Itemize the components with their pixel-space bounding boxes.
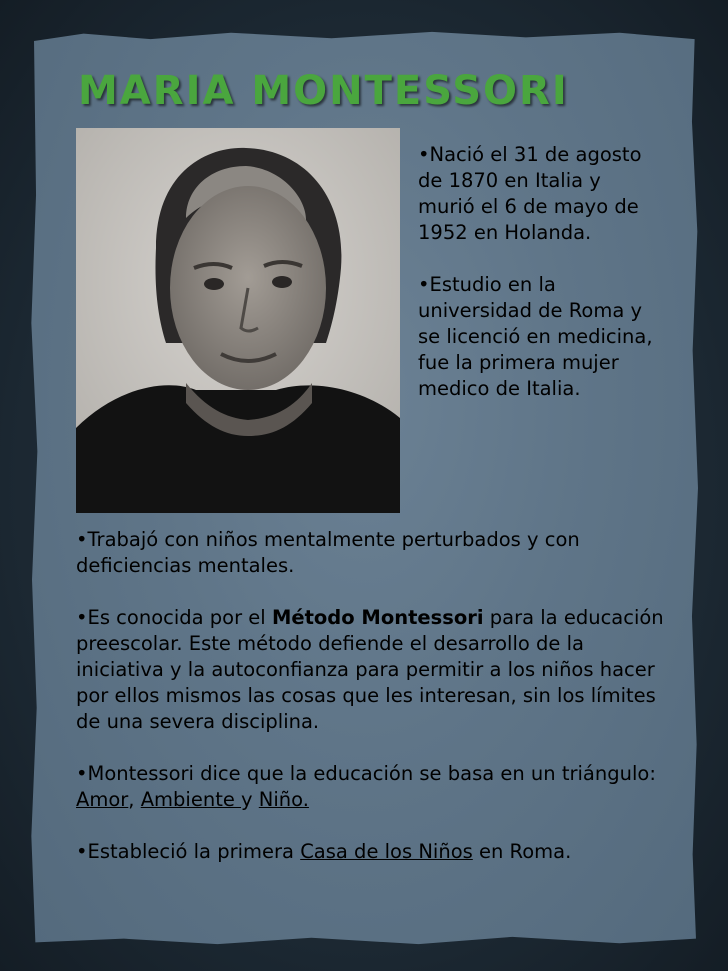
nino-link[interactable]: Niño. [258,788,309,811]
casa-location-text: en Roma. [472,840,572,863]
side-text-block [418,142,658,402]
education-paragraph: •Estudio en la universidad de Roma y se licenció en medicina, fue la primera mujer medico de Italia. [418,273,653,400]
separator-comma: , [128,788,141,811]
triangle-intro-text: •Montessori dice que la educación se basa en un triángulo: [76,762,656,785]
main-text-block [76,527,676,865]
amor-link[interactable]: Amor [76,788,129,811]
bullet-method-paragraph [76,605,676,735]
method-name-bold: Método Montessori [271,606,484,629]
bullet-work-paragraph: •Trabajó con niños mentalmente perturbados y con deficiencias mentales. [76,528,580,577]
method-intro-text: •Es conocida por el [76,606,272,629]
bullet-triangle-paragraph [76,761,676,813]
bullet-casa-paragraph [76,839,676,865]
ambiente-link[interactable]: Ambiente [140,788,242,811]
birth-death-paragraph: •Nació el 31 de agosto de 1870 en Italia y murió el 6 de mayo de 1952 en Holanda. [418,143,642,244]
casa-intro-text: •Estableció la primera [76,840,301,863]
portrait-photo [76,128,400,513]
separator-y: y [241,788,259,811]
page-title: MARIA MONTESSORI [78,68,569,114]
method-description-text: para la educación preescolar. Este método defiende el desarrollo de la iniciativa y la autoconfianza para permitir a los niños hacer por ellos mismos las cosas que les interesan, sin los límites de una severa disciplina. [76,606,664,733]
casa-de-los-ninos-link[interactable]: Casa de los Niños [300,840,473,863]
